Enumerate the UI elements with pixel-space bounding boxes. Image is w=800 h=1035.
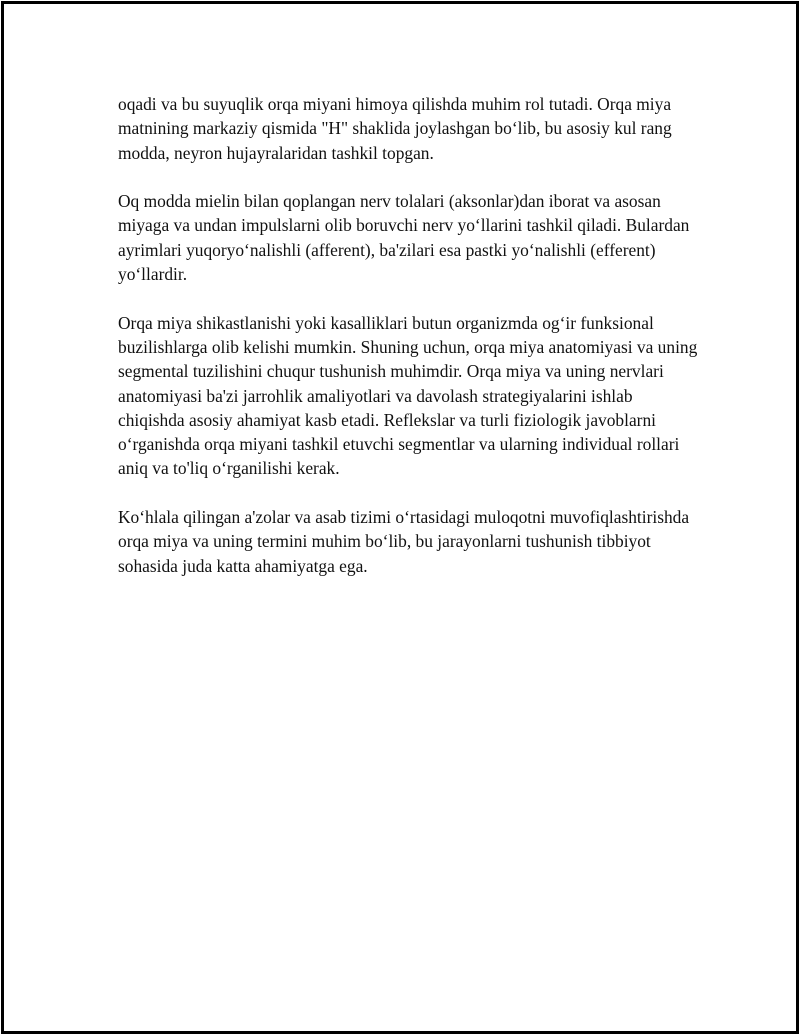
paragraph-2: Oq modda mielin bilan qoplangan nerv tolalari (aksonlar)dan iborat va asosan miyaga va undan impulslarni olib boruvchi nerv yo‘llarini tashkil qiladi. Bulardan ayrimlari yuqoryo‘nalishli (afferent), ba'zilari esa pastki yo‘nalishli (efferent) yo‘llardir. [118, 191, 690, 285]
paragraph-4: Ko‘hlala qilingan a'zolar va asab tizimi o‘rtasidagi muloqotni muvofiqlashtirishda orqa miya va uning termini muhim bo‘lib, bu jarayonlarni tushunish tibbiyot sohasida juda katta ahamiyatga ega. [118, 507, 690, 576]
paragraph-1: oqadi va bu suyuqlik orqa miyani himoya qilishda muhim rol tutadi. Orqa miya matnining markaziy qismida "H" shaklida joylashgan bo‘lib, bu asosiy kul rang modda, neyron hujayralaridan tashkil topgan. [118, 94, 672, 163]
document-body [118, 92, 698, 602]
paragraph-3: Orqa miya shikastlanishi yoki kasalliklari butun organizmda og‘ir funksional buzilishlarga olib kelishi mumkin. Shuning uchun, orqa miya anatomiyasi va uning segmental tuzilishini chuqur tushunish muhimdir. Orqa miya va uning nervlari anatomiyasi ba'zi jarrohlik amaliyotlari va davolash strategiyalarini ishlab chiqishda asosiy ahamiyat kasb etadi. Reflekslar va turli fiziologik javoblarni o‘rganishda orqa miyani tashkil etuvchi segmentlar va ularning individual rollari aniq va to'liq o‘rganilishi kerak. [118, 312, 698, 479]
